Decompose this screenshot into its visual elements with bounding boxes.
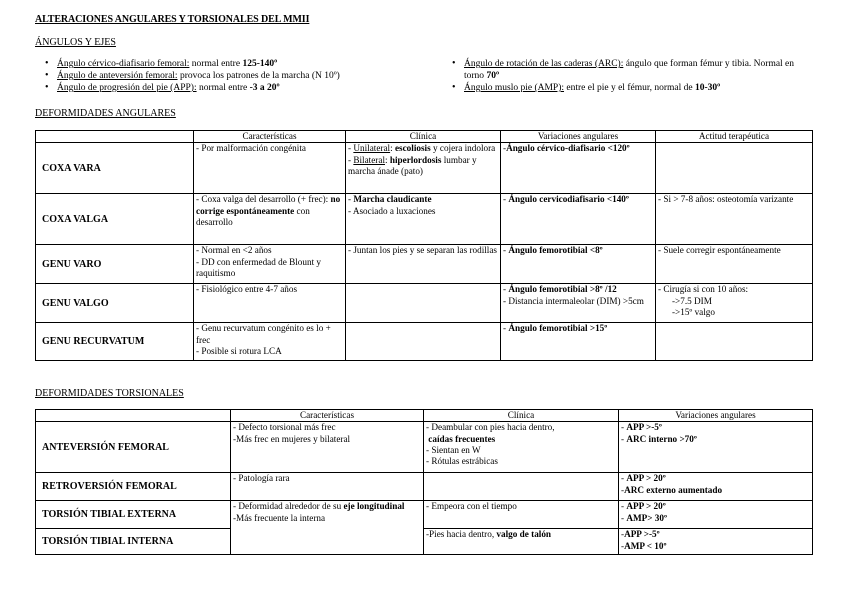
cell-variaciones: - Ángulo femorotibial >8º /12 - Distancia intermaleolar (DIM) >5cm (501, 284, 656, 323)
angulos-list-right (442, 58, 812, 94)
cell-variaciones: -Ángulo cérvico-diafisario <120º (501, 143, 656, 194)
cell-actitud (656, 143, 813, 194)
cell-clinica: - Marcha claudicante - Asociado a luxaciones (346, 194, 501, 245)
cell-caracteristicas: - Patología rara (231, 473, 424, 501)
cell-caracteristicas: - Fisiológico entre 4-7 años (194, 284, 346, 323)
cell-actitud (656, 323, 813, 361)
cell-clinica: - Empeora con el tiempo (424, 501, 619, 529)
cell-actitud: - Suele corregir espontáneamente (656, 245, 813, 284)
row-label: COXA VARA (36, 143, 194, 194)
row-label: RETROVERSIÓN FEMORAL (36, 473, 231, 501)
angulares-table (35, 130, 813, 361)
section-heading-angulares: DEFORMIDADES ANGULARES (35, 108, 176, 119)
table-row (36, 529, 813, 555)
cell-clinica: - Deambular con pies hacia dentro, caídas frecuentes - Sientan en W - Rótulas estrábicas (424, 422, 619, 473)
row-label: TORSIÓN TIBIAL EXTERNA (36, 501, 231, 529)
cell-caracteristicas: - Genu recurvatum congénito es lo + frec - Posible si rotura LCA (194, 323, 346, 361)
list-item: • Ángulo de rotación de las caderas (ARC): ángulo que forman fémur y tibia. Normal en torno 70º (442, 58, 812, 82)
cell-variaciones: - Ángulo femorotibial >15º (501, 323, 656, 361)
row-label: ANTEVERSIÓN FEMORAL (36, 422, 231, 473)
cell-clinica: - Unilateral: escoliosis y cojera indolora - Bilateral: hiperlordosis lumbar y marcha ánade (pato) (346, 143, 501, 194)
cell-actitud: - Cirugía si con 10 años: ->7.5 DIM ->15º valgo (656, 284, 813, 323)
cell-caracteristicas: - Defecto torsional más frec -Más frec en mujeres y bilateral (231, 422, 424, 473)
cell-variaciones: - Ángulo femorotibial <8º (501, 245, 656, 284)
cell-caracteristicas: - Coxa valga del desarrollo (+ frec): no corrige espontáneamente con desarrollo (194, 194, 346, 245)
table-row (36, 422, 813, 473)
table-header-row (36, 410, 813, 422)
cell-caracteristicas: - Por malformación congénita (194, 143, 346, 194)
cell-caracteristicas: - Normal en <2 años - DD con enfermedad de Blount y raquitismo (194, 245, 346, 284)
cell-actitud: - Si > 7-8 años: osteotomía varizante (656, 194, 813, 245)
column-header: Variaciones angulares (619, 410, 813, 422)
list-item: • Ángulo de progresión del pie (APP): normal entre -3 a 20º (35, 82, 445, 94)
list-item: • Ángulo muslo pie (AMP): entre el pie y el fémur, normal de 10-30º (442, 82, 812, 94)
torsionales-table (35, 409, 813, 555)
list-item: • Ángulo de anteversión femoral: provoca los patrones de la marcha (N 10º) (35, 70, 445, 82)
table-row (36, 143, 813, 194)
section-heading-torsionales: DEFORMIDADES TORSIONALES (35, 388, 184, 399)
document-title: ALTERACIONES ANGULARES Y TORSIONALES DEL MMII (35, 14, 310, 25)
table-row (36, 473, 813, 501)
table-row (36, 323, 813, 361)
table-row (36, 194, 813, 245)
table-row (36, 245, 813, 284)
row-label: GENU VARO (36, 245, 194, 284)
cell-variaciones: - APP > 20º -ARC externo aumentado (619, 473, 813, 501)
cell-clinica (346, 284, 501, 323)
row-label: GENU RECURVATUM (36, 323, 194, 361)
angulos-list-left (35, 58, 445, 94)
cell-variaciones: -APP >-5º -AMP < 10º (619, 529, 813, 555)
column-header: Características (194, 131, 346, 143)
cell-clinica (424, 473, 619, 501)
column-header: Clínica (424, 410, 619, 422)
cell-caracteristicas: - Deformidad alrededor de su eje longitudinal -Más frecuente la interna (231, 501, 424, 555)
table-row (36, 501, 813, 529)
cell-clinica: - Juntan los pies y se separan las rodillas (346, 245, 501, 284)
table-header-row (36, 131, 813, 143)
column-header: Variaciones angulares (501, 131, 656, 143)
cell-clinica: -Pies hacia dentro, valgo de talón (424, 529, 619, 555)
column-header: Clínica (346, 131, 501, 143)
cell-clinica (346, 323, 501, 361)
section-heading-angulos: ÁNGULOS Y EJES (35, 37, 116, 48)
row-label: GENU VALGO (36, 284, 194, 323)
cell-variaciones: - Ángulo cervicodiafisario <140º (501, 194, 656, 245)
row-label: TORSIÓN TIBIAL INTERNA (36, 529, 231, 555)
column-header: Características (231, 410, 424, 422)
table-row (36, 284, 813, 323)
row-label: COXA VALGA (36, 194, 194, 245)
list-item: • Ángulo cérvico-diafisario femoral: normal entre 125-140º (35, 58, 445, 70)
cell-variaciones: - APP > 20º - AMP> 30º (619, 501, 813, 529)
column-header: Actitud terapéutica (656, 131, 813, 143)
cell-variaciones: - APP >-5º - ARC interno >70º (619, 422, 813, 473)
